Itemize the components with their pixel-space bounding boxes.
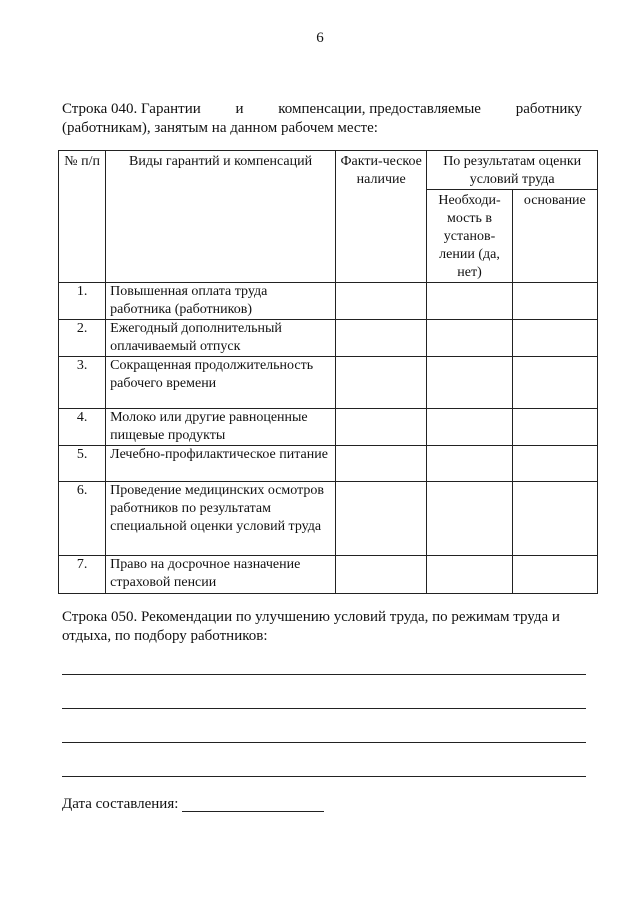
row-kind: Ежегодный дополнительный оплачиваемый отпуск <box>106 320 336 357</box>
row-050-heading: Строка 050. Рекомендации по улучшению условий труда, по режимам труда и отдыха, по подбору работников: <box>62 609 560 644</box>
row-040-word: компенсации, предоставляемые <box>278 101 481 117</box>
row-number: 3. <box>59 357 106 409</box>
table-row <box>59 357 598 409</box>
table-row <box>59 409 598 446</box>
row-number: 6. <box>59 482 106 556</box>
row-basis-cell[interactable] <box>512 482 597 556</box>
row-need-cell[interactable] <box>427 357 512 409</box>
row-fact-cell[interactable] <box>336 409 427 446</box>
row-basis-cell[interactable] <box>512 357 597 409</box>
row-basis-cell[interactable] <box>512 283 597 320</box>
header-fact: Факти-ческое наличие <box>336 151 427 283</box>
recommendation-line-2[interactable] <box>62 708 586 709</box>
header-results: По результатам оценки условий труда <box>427 151 598 190</box>
header-need: Необходи-мость в установ-лении (да, нет) <box>427 190 512 283</box>
table-row <box>59 446 598 482</box>
row-kind: Повышенная оплата труда работника (работников) <box>106 283 336 320</box>
row-040-line2: (работникам), занятым на данном рабочем месте: <box>62 120 378 136</box>
row-basis-cell[interactable] <box>512 446 597 482</box>
row-kind: Лечебно-профилактическое питание <box>106 446 336 482</box>
header-basis: основание <box>512 190 597 283</box>
row-basis-cell[interactable] <box>512 409 597 446</box>
table-row <box>59 482 598 556</box>
guarantees-table <box>58 150 598 594</box>
row-basis-cell[interactable] <box>512 320 597 357</box>
row-number: 2. <box>59 320 106 357</box>
row-040-word: Строка 040. Гарантии <box>62 101 201 117</box>
row-number: 7. <box>59 556 106 594</box>
row-kind: Молоко или другие равноценные пищевые продукты <box>106 409 336 446</box>
row-basis-cell[interactable] <box>512 556 597 594</box>
row-need-cell[interactable] <box>427 283 512 320</box>
table-body <box>59 283 598 594</box>
row-fact-cell[interactable] <box>336 357 427 409</box>
recommendation-line-3[interactable] <box>62 742 586 743</box>
table-row <box>59 320 598 357</box>
row-number: 1. <box>59 283 106 320</box>
row-fact-cell[interactable] <box>336 556 427 594</box>
recommendation-line-1[interactable] <box>62 674 586 675</box>
row-040-heading <box>62 100 582 138</box>
row-number: 4. <box>59 409 106 446</box>
row-kind: Право на досрочное назначение страховой пенсии <box>106 556 336 594</box>
date-label: Дата составления: <box>62 796 179 812</box>
row-need-cell[interactable] <box>427 556 512 594</box>
row-need-cell[interactable] <box>427 320 512 357</box>
header-num: № п/п <box>59 151 106 283</box>
page-number: 6 <box>316 30 324 46</box>
row-need-cell[interactable] <box>427 409 512 446</box>
row-kind: Сокращенная продолжительность рабочего времени <box>106 357 336 409</box>
row-need-cell[interactable] <box>427 482 512 556</box>
header-kind: Виды гарантий и компенсаций <box>106 151 336 283</box>
table-row <box>59 556 598 594</box>
table-row <box>59 283 598 320</box>
row-fact-cell[interactable] <box>336 283 427 320</box>
row-040-word: работнику <box>515 101 582 117</box>
row-fact-cell[interactable] <box>336 446 427 482</box>
row-kind: Проведение медицинских осмотров работников по результатам специальной оценки условий труда <box>106 482 336 556</box>
date-field[interactable] <box>182 811 324 812</box>
row-number: 5. <box>59 446 106 482</box>
row-need-cell[interactable] <box>427 446 512 482</box>
row-fact-cell[interactable] <box>336 482 427 556</box>
row-040-word: и <box>235 101 244 117</box>
row-fact-cell[interactable] <box>336 320 427 357</box>
recommendation-line-4[interactable] <box>62 776 586 777</box>
